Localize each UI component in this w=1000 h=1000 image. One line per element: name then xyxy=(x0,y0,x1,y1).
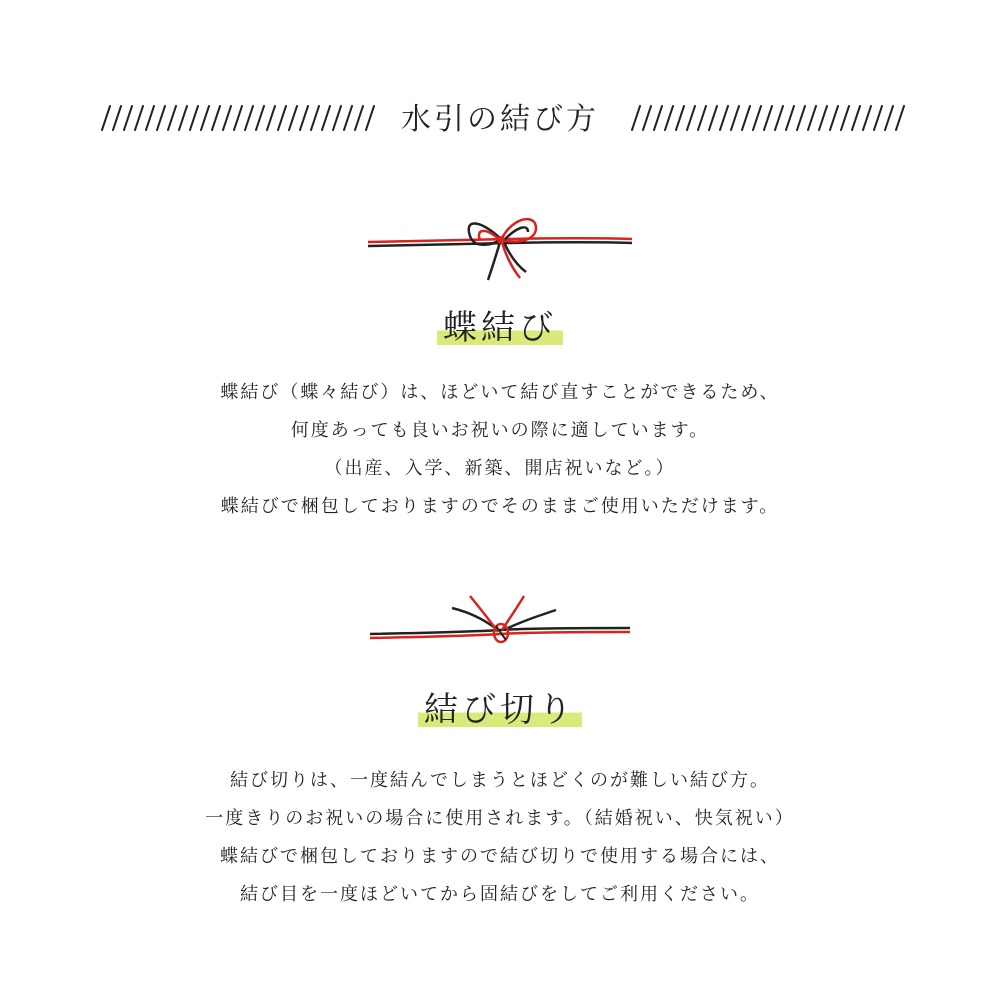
stripe-line xyxy=(819,106,827,130)
stripe-line xyxy=(731,106,739,130)
stripe-line xyxy=(654,106,662,130)
page-title: 水引の結び方 xyxy=(393,94,607,138)
stripe-decoration-right xyxy=(626,102,906,132)
stripe-line xyxy=(643,106,651,130)
stripe-line xyxy=(698,106,706,130)
stripe-line xyxy=(709,106,717,130)
stripe-line xyxy=(687,106,695,130)
stripe-line xyxy=(764,106,772,130)
section-description-square xyxy=(0,762,1000,914)
stripe-line xyxy=(797,106,805,130)
stripe-line xyxy=(753,106,761,130)
stripe-line xyxy=(676,106,684,130)
description-line: 蝶結びで梱包しておりますので結び切りで使用する場合には、 xyxy=(220,846,780,867)
stripe-line xyxy=(896,106,904,130)
description-line: 結び目を一度ほどいてから固結びをしてご利用ください。 xyxy=(240,884,760,905)
section-title-bow xyxy=(0,300,1000,349)
stripe-line xyxy=(665,106,673,130)
section-title-bow-text: 蝶結び xyxy=(437,300,563,349)
section-title-square-text: 結び切り xyxy=(418,682,582,731)
stripe-line xyxy=(852,106,860,130)
page-header xyxy=(0,88,1000,144)
stripe-line xyxy=(808,106,816,130)
stripe-line xyxy=(885,106,893,130)
stripe-line xyxy=(874,106,882,130)
section-description-bow xyxy=(0,374,1000,526)
stripe-line xyxy=(775,106,783,130)
stripe-line xyxy=(841,106,849,130)
stripe-line xyxy=(830,106,838,130)
bow-knot-icon xyxy=(360,212,640,292)
description-line: 結び切りは、一度結んでしまうとほどくのが難しい結び方。 xyxy=(230,770,770,791)
stripe-line xyxy=(863,106,871,130)
description-line: 蝶結びで梱包しておりますのでそのままご使用いただけます。 xyxy=(220,496,780,517)
description-line: 何度あっても良いお祝いの際に適しています。 xyxy=(290,420,710,441)
stripe-line xyxy=(720,106,728,130)
stripe-line xyxy=(632,106,640,130)
section-title-square xyxy=(0,682,1000,731)
stripe-line xyxy=(786,106,794,130)
description-line: 蝶結び（蝶々結び）は、ほどいて結び直すことができるため、 xyxy=(220,382,780,403)
description-line: （出産、入学、新築、開店祝いなど。） xyxy=(324,458,676,479)
square-knot-icon xyxy=(360,588,640,658)
stripe-line xyxy=(742,106,750,130)
description-line: 一度きりのお祝いの場合に使用されます。（結婚祝い、快気祝い） xyxy=(205,808,795,829)
